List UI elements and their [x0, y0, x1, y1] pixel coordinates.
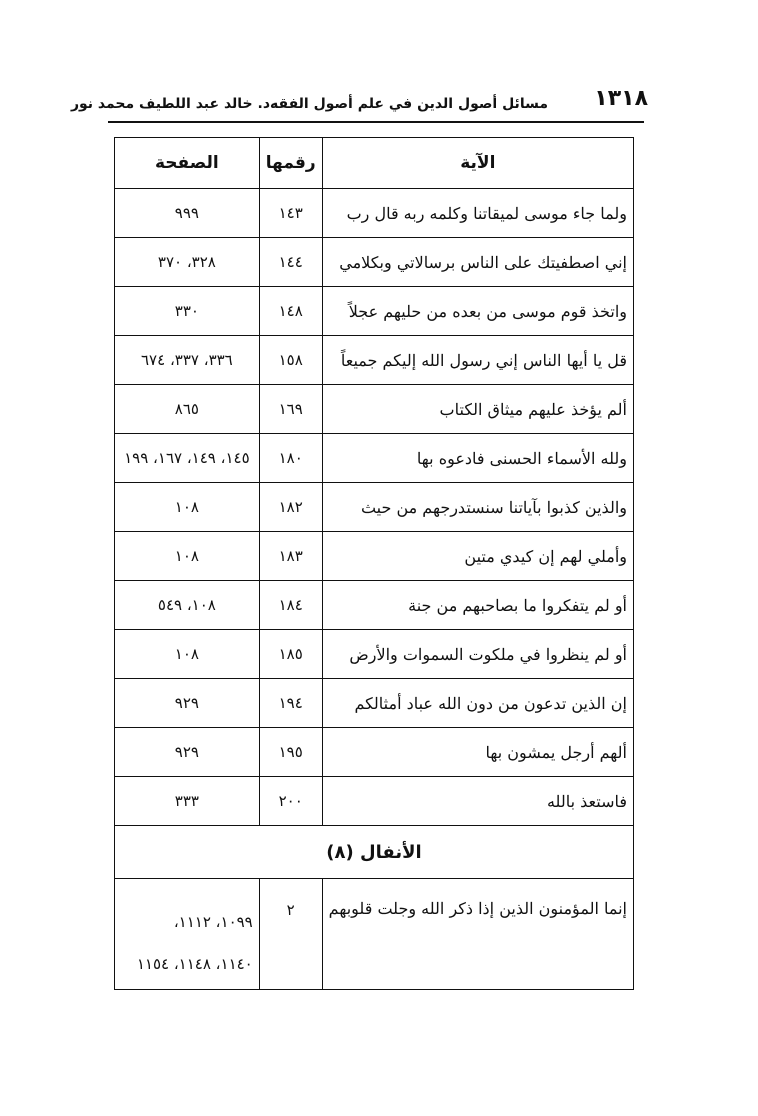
table-row [115, 434, 634, 483]
table-row [115, 630, 634, 679]
page-references: ١٠٨ [115, 630, 260, 679]
ayah-text: ألهم أرجل يمشون بها [322, 728, 633, 777]
ayah-text: ألم يؤخذ عليهم ميثاق الكتاب [322, 385, 633, 434]
running-header [70, 96, 548, 112]
page-references: ١٠٨ [115, 532, 260, 581]
table-header-row [115, 138, 634, 189]
ayah-text: قل يا أيها الناس إني رسول الله إليكم جميعاً [322, 336, 633, 385]
ayah-number: ٢٠٠ [259, 777, 322, 826]
surah-heading-row [115, 826, 634, 879]
column-header-ayah: الآية [322, 138, 633, 189]
table-row [115, 385, 634, 434]
ayah-number: ١٩٤ [259, 679, 322, 728]
page-references: ١٤٥، ١٤٩، ١٦٧، ١٩٩ [115, 434, 260, 483]
ayah-number: ١٤٨ [259, 287, 322, 336]
page-references: ٩٩٩ [115, 189, 260, 238]
page-references [115, 879, 260, 990]
page-number: ١٣١٨ [594, 86, 648, 111]
table-row [115, 679, 634, 728]
column-header-number: رقمها [259, 138, 322, 189]
ayah-text: ولله الأسماء الحسنى فادعوه بها [322, 434, 633, 483]
ayah-number: ١٨٣ [259, 532, 322, 581]
page-references: ٩٢٩ [115, 679, 260, 728]
page-references: ٩٢٩ [115, 728, 260, 777]
table-row [115, 728, 634, 777]
page-references: ٣٣٣ [115, 777, 260, 826]
page-references-line: ١١٤٠، ١١٤٨، ١١٥٤ [136, 955, 253, 973]
ayah-text: إنما المؤمنون الذين إذا ذكر الله وجلت قلوبهم [322, 879, 633, 990]
ayah-text: وأملي لهم إن كيدي متين [322, 532, 633, 581]
ayah-number: ١٦٩ [259, 385, 322, 434]
table-row [115, 581, 634, 630]
ayah-text: فاستعذ بالله [322, 777, 633, 826]
table-row [115, 189, 634, 238]
ayah-text: واتخذ قوم موسى من بعده من حليهم عجلاً [322, 287, 633, 336]
page-references: ١٠٨ [115, 483, 260, 532]
table-row [115, 287, 634, 336]
book-title: مسائل أصول الدين في علم أصول الفقه [270, 96, 548, 112]
header-divider [108, 121, 644, 123]
table-row [115, 532, 634, 581]
ayah-number: ١٨٥ [259, 630, 322, 679]
ayah-number: ١٨٤ [259, 581, 322, 630]
ayah-number: ١٨٢ [259, 483, 322, 532]
ayah-number: ٢ [259, 879, 322, 990]
ayah-number: ١٥٨ [259, 336, 322, 385]
ayah-number: ١٩٥ [259, 728, 322, 777]
page-references: ٣٢٨، ٣٧٠ [115, 238, 260, 287]
table-row [115, 483, 634, 532]
ayah-number: ١٤٤ [259, 238, 322, 287]
ayah-text: إن الذين تدعون من دون الله عباد أمثالكم [322, 679, 633, 728]
table-row [115, 879, 634, 990]
table-row [115, 238, 634, 287]
page-references: ١٠٨، ٥٤٩ [115, 581, 260, 630]
page-references-line: ١٠٩٩، ١١١٢، [173, 913, 253, 931]
page-references: ٣٣٦، ٣٣٧، ٦٧٤ [115, 336, 260, 385]
ayah-text: أو لم يتفكروا ما بصاحبهم من جنة [322, 581, 633, 630]
ayah-text: والذين كذبوا بآياتنا سنستدرجهم من حيث [322, 483, 633, 532]
ayah-text: ولما جاء موسى لميقاتنا وكلمه ربه قال رب [322, 189, 633, 238]
surah-heading: الأنفال (٨) [115, 826, 634, 879]
table-row [115, 777, 634, 826]
ayah-index-table [114, 137, 634, 990]
column-header-page: الصفحة [115, 138, 260, 189]
ayah-text: أو لم ينظروا في ملكوت السموات والأرض [322, 630, 633, 679]
ayah-number: ١٨٠ [259, 434, 322, 483]
author-name: د. خالد عبد اللطيف محمد نور [70, 96, 271, 112]
ayah-text: إني اصطفيتك على الناس برسالاتي وبكلامي [322, 238, 633, 287]
page-references: ٨٦٥ [115, 385, 260, 434]
ayah-number: ١٤٣ [259, 189, 322, 238]
table-row [115, 336, 634, 385]
page-references: ٣٣٠ [115, 287, 260, 336]
